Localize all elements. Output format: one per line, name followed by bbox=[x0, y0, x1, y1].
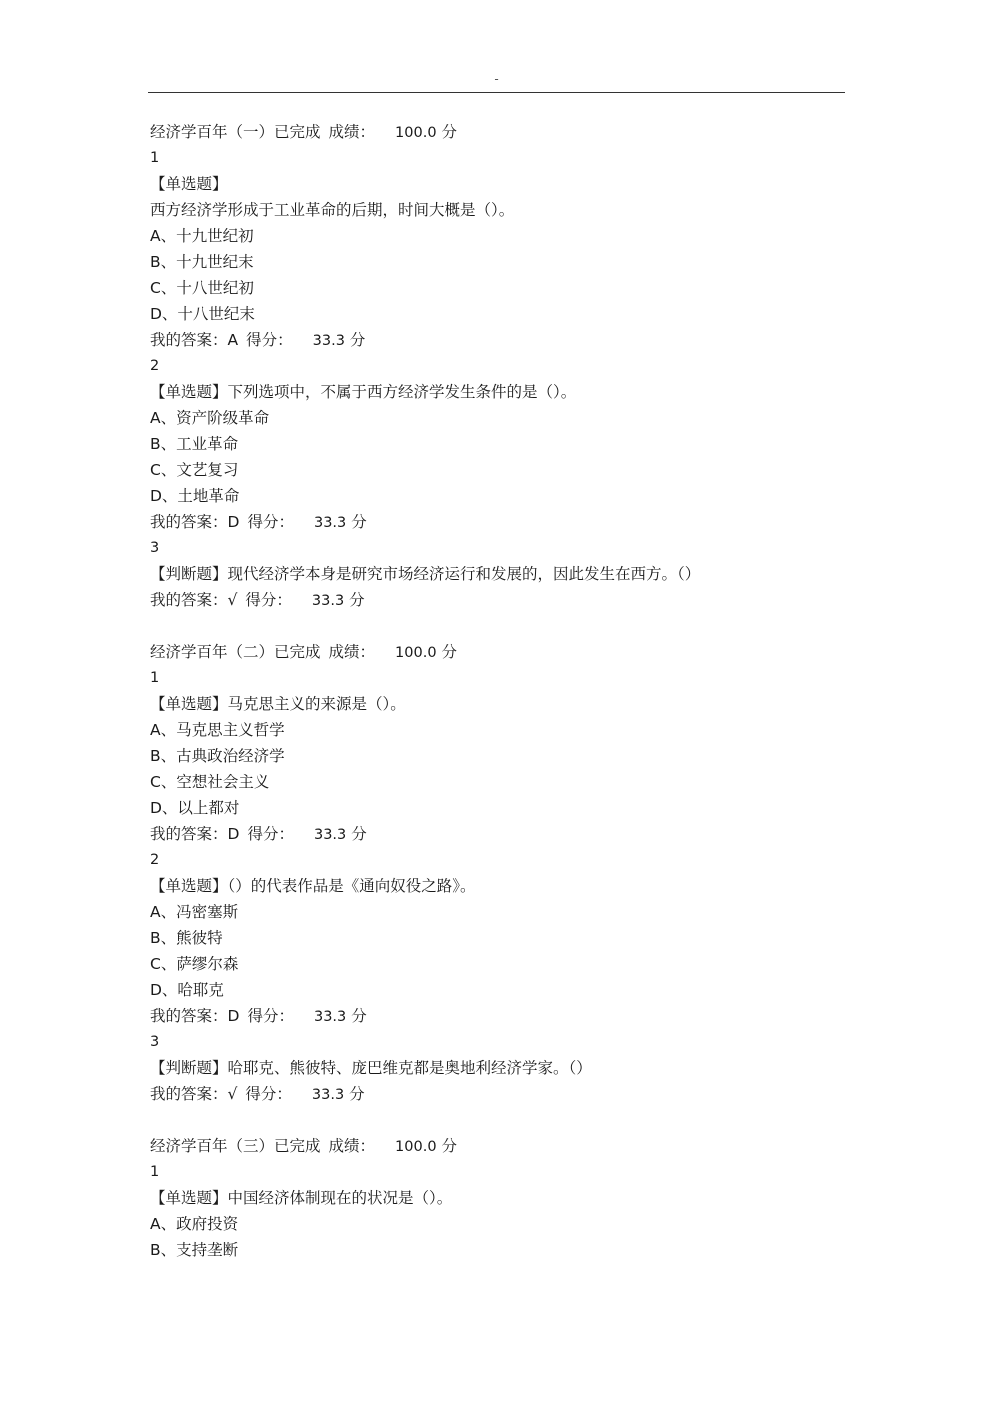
question-number: 1 bbox=[150, 150, 160, 166]
question-type: 【单选题】 bbox=[150, 1189, 228, 1207]
question-type: 【判断题】 bbox=[150, 565, 228, 583]
answer-value: √ bbox=[227, 1085, 238, 1103]
answer-line bbox=[150, 1081, 840, 1107]
option-d: D、土地革命 bbox=[150, 487, 240, 505]
question-text: 下列选项中，不属于西方经济学发生条件的是（）。 bbox=[227, 383, 577, 401]
score-unit: 分 bbox=[441, 123, 457, 141]
section-title: 经济学百年（二）已完成 bbox=[150, 643, 321, 661]
question-text: 现代经济学本身是研究市场经济运行和发展的，因此发生在西方。（） bbox=[227, 565, 701, 583]
points-value: 33.3 bbox=[313, 1009, 347, 1025]
points-value: 33.3 bbox=[311, 593, 345, 609]
section-heading bbox=[150, 1133, 840, 1159]
answer-line bbox=[150, 327, 840, 353]
section-gap bbox=[150, 613, 840, 639]
answer-label: 我的答案： bbox=[150, 591, 228, 609]
answer-value: D bbox=[227, 513, 240, 531]
question-number: 3 bbox=[150, 1034, 160, 1050]
option-b: B、熊彼特 bbox=[150, 929, 223, 947]
question-type: 【单选题】 bbox=[150, 695, 228, 713]
question-text: 中国经济体制现在的状况是（）。 bbox=[227, 1189, 453, 1207]
score-unit: 分 bbox=[441, 1137, 457, 1155]
answer-value: D bbox=[227, 1007, 240, 1025]
question-line bbox=[150, 1185, 840, 1211]
score-label: 成绩： bbox=[328, 643, 376, 661]
points-label: 得分： bbox=[245, 1085, 292, 1103]
answer-label: 我的答案： bbox=[150, 331, 228, 349]
question-line bbox=[150, 379, 840, 405]
question-number: 3 bbox=[150, 540, 160, 556]
question-type: 【单选题】 bbox=[150, 877, 228, 895]
score-value: 100.0 bbox=[395, 645, 437, 661]
answer-label: 我的答案： bbox=[150, 1085, 228, 1103]
answer-value: A bbox=[227, 331, 239, 349]
points-value: 33.3 bbox=[312, 333, 345, 349]
answer-line bbox=[150, 821, 840, 847]
question-line bbox=[150, 691, 840, 717]
question-type: 【判断题】 bbox=[150, 1059, 228, 1077]
points-unit: 分 bbox=[349, 1085, 365, 1103]
option-c: C、十八世纪初 bbox=[150, 279, 254, 297]
question-number: 1 bbox=[150, 1164, 160, 1180]
section-gap bbox=[150, 1107, 840, 1133]
question-number: 1 bbox=[150, 670, 160, 686]
option-b: B、十九世纪末 bbox=[150, 253, 254, 271]
points-unit: 分 bbox=[351, 1007, 367, 1025]
question-type: 【单选题】 bbox=[150, 175, 228, 193]
points-value: 33.3 bbox=[313, 515, 347, 531]
option-b: B、工业革命 bbox=[150, 435, 239, 453]
document-body bbox=[150, 119, 840, 1263]
points-unit: 分 bbox=[349, 331, 366, 349]
points-label: 得分： bbox=[246, 331, 293, 349]
score-value: 100.0 bbox=[395, 1139, 437, 1155]
points-unit: 分 bbox=[349, 591, 365, 609]
question-line bbox=[150, 1055, 840, 1081]
question-text: （）的代表作品是《通向奴役之路》。 bbox=[227, 877, 476, 895]
answer-value: D bbox=[227, 825, 240, 843]
section-heading bbox=[150, 119, 840, 145]
score-unit: 分 bbox=[441, 643, 457, 661]
points-label: 得分： bbox=[247, 513, 294, 531]
question-text: 西方经济学形成于工业革命的后期，时间大概是（）。 bbox=[150, 201, 515, 219]
section-heading bbox=[150, 639, 840, 665]
option-a: A、十九世纪初 bbox=[150, 227, 254, 245]
option-d: D、哈耶克 bbox=[150, 981, 224, 999]
question-line bbox=[150, 561, 840, 587]
score-value: 100.0 bbox=[395, 125, 437, 141]
question-number: 2 bbox=[150, 852, 160, 868]
answer-line bbox=[150, 587, 840, 613]
points-unit: 分 bbox=[351, 825, 367, 843]
points-label: 得分： bbox=[247, 825, 294, 843]
option-a: A、冯密塞斯 bbox=[150, 903, 239, 921]
points-label: 得分： bbox=[247, 1007, 294, 1025]
option-a: A、资产阶级革命 bbox=[150, 409, 270, 427]
header-rule bbox=[148, 92, 845, 93]
option-c: C、空想社会主义 bbox=[150, 773, 270, 791]
score-label: 成绩： bbox=[328, 1137, 376, 1155]
option-a: A、政府投资 bbox=[150, 1215, 239, 1233]
option-b: B、古典政治经济学 bbox=[150, 747, 285, 765]
points-value: 33.3 bbox=[313, 827, 347, 843]
question-text: 哈耶克、熊彼特、庞巴维克都是奥地利经济学家。（） bbox=[227, 1059, 592, 1077]
section-title: 经济学百年（一）已完成 bbox=[150, 123, 321, 141]
score-label: 成绩： bbox=[328, 123, 376, 141]
section-title: 经济学百年（三）已完成 bbox=[150, 1137, 321, 1155]
answer-label: 我的答案： bbox=[150, 1007, 228, 1025]
question-line bbox=[150, 873, 840, 899]
answer-label: 我的答案： bbox=[150, 825, 228, 843]
option-b: B、支持垄断 bbox=[150, 1241, 239, 1259]
option-d: D、十八世纪末 bbox=[150, 305, 255, 323]
option-d: D、以上都对 bbox=[150, 799, 240, 817]
header-mark: - bbox=[494, 72, 499, 86]
points-value: 33.3 bbox=[311, 1087, 345, 1103]
option-a: A、马克思主义哲学 bbox=[150, 721, 285, 739]
question-number: 2 bbox=[150, 358, 160, 374]
answer-label: 我的答案： bbox=[150, 513, 228, 531]
question-text: 马克思主义的来源是（）。 bbox=[227, 695, 406, 713]
option-c: C、文艺复习 bbox=[150, 461, 239, 479]
question-type: 【单选题】 bbox=[150, 383, 228, 401]
answer-line bbox=[150, 509, 840, 535]
answer-line bbox=[150, 1003, 840, 1029]
points-unit: 分 bbox=[351, 513, 367, 531]
answer-value: √ bbox=[227, 591, 238, 609]
points-label: 得分： bbox=[245, 591, 292, 609]
option-c: C、萨缪尔森 bbox=[150, 955, 239, 973]
